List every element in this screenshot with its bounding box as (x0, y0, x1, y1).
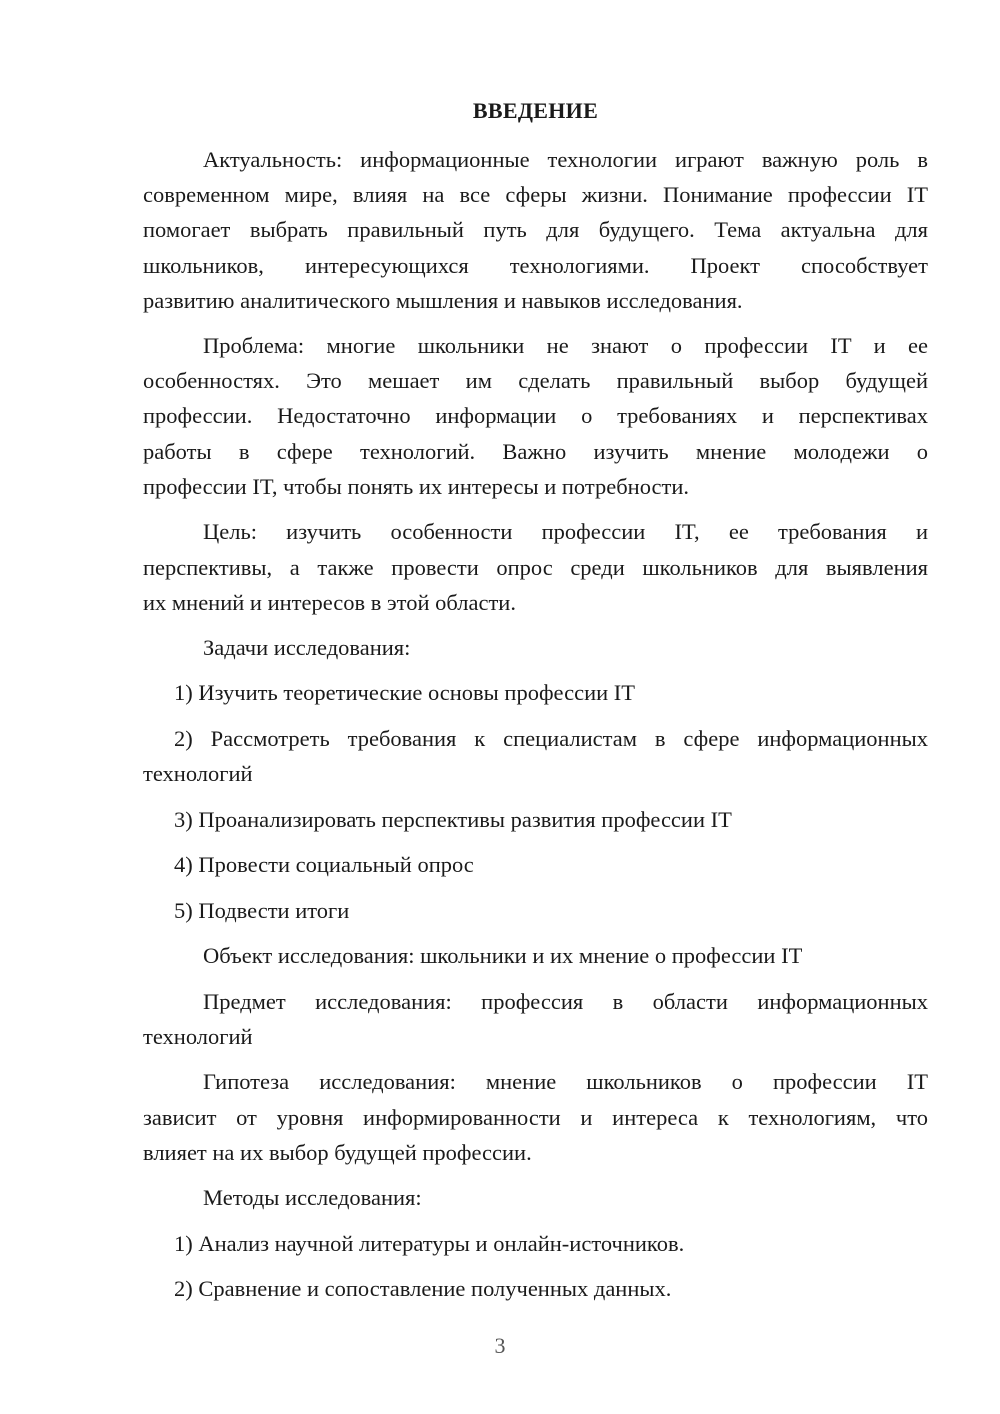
methods-heading: Методы исследования: (203, 1185, 422, 1210)
task-item: 3) Проанализировать перспективы развития профессии IT (174, 807, 732, 832)
research-object: Объект исследования: школьники и их мнение о профессии IT (203, 943, 803, 968)
page-number: 3 (494, 1333, 506, 1358)
task-item: 4) Провести социальный опрос (174, 852, 474, 877)
task-item: 5) Подвести итоги (174, 898, 350, 923)
problem-line: Проблема: многие школьники не знают о профессии IT и ее (203, 333, 928, 358)
research-subject-line: Предмет исследования: профессия в области информационных (203, 989, 928, 1014)
hypothesis-line: Гипотеза исследования: мнение школьников о профессии IT (203, 1069, 928, 1094)
method-item: 2) Сравнение и сопоставление полученных данных. (174, 1276, 672, 1301)
relevance-line: развитию аналитического мышления и навыков исследования. (143, 288, 743, 313)
problem-line: особенностях. Это мешает им сделать правильный выбор будущей (143, 368, 928, 393)
relevance-line: помогает выбрать правильный путь для будущего. Тема актуальна для (143, 217, 928, 242)
research-subject-line: технологий (143, 1024, 253, 1049)
page-title: ВВЕДЕНИЕ (472, 98, 599, 123)
tasks-heading: Задачи исследования: (203, 635, 411, 660)
goal-line: Цель: изучить особенности профессии IT, ее требования и (203, 519, 928, 544)
hypothesis-line: зависит от уровня информированности и интереса к технологиям, что (143, 1105, 928, 1130)
method-item: 1) Анализ научной литературы и онлайн-источников. (174, 1231, 685, 1256)
goal-line: их мнений и интересов в этой области. (143, 590, 516, 615)
task-item: 2) Рассмотреть требования к специалистам в сфере информационных (174, 726, 928, 751)
problem-line: профессии. Недостаточно информации о требованиях и перспективах (143, 403, 928, 428)
relevance-line: современном мире, влияя на все сферы жизни. Понимание профессии IT (143, 182, 928, 207)
task-item-continuation: технологий (143, 761, 253, 786)
goal-line: перспективы, а также провести опрос среди школьников для выявления (143, 555, 928, 580)
task-item: 1) Изучить теоретические основы профессии IT (174, 680, 636, 705)
problem-line: профессии IT, чтобы понять их интересы и потребности. (143, 474, 689, 499)
hypothesis-line: влияет на их выбор будущей профессии. (143, 1140, 532, 1165)
relevance-line: школьников, интересующихся технологиями. Проект способствует (143, 253, 928, 278)
problem-line: работы в сфере технологий. Важно изучить мнение молодежи о (143, 439, 928, 464)
relevance-line: Актуальность: информационные технологии играют важную роль в (203, 147, 928, 172)
